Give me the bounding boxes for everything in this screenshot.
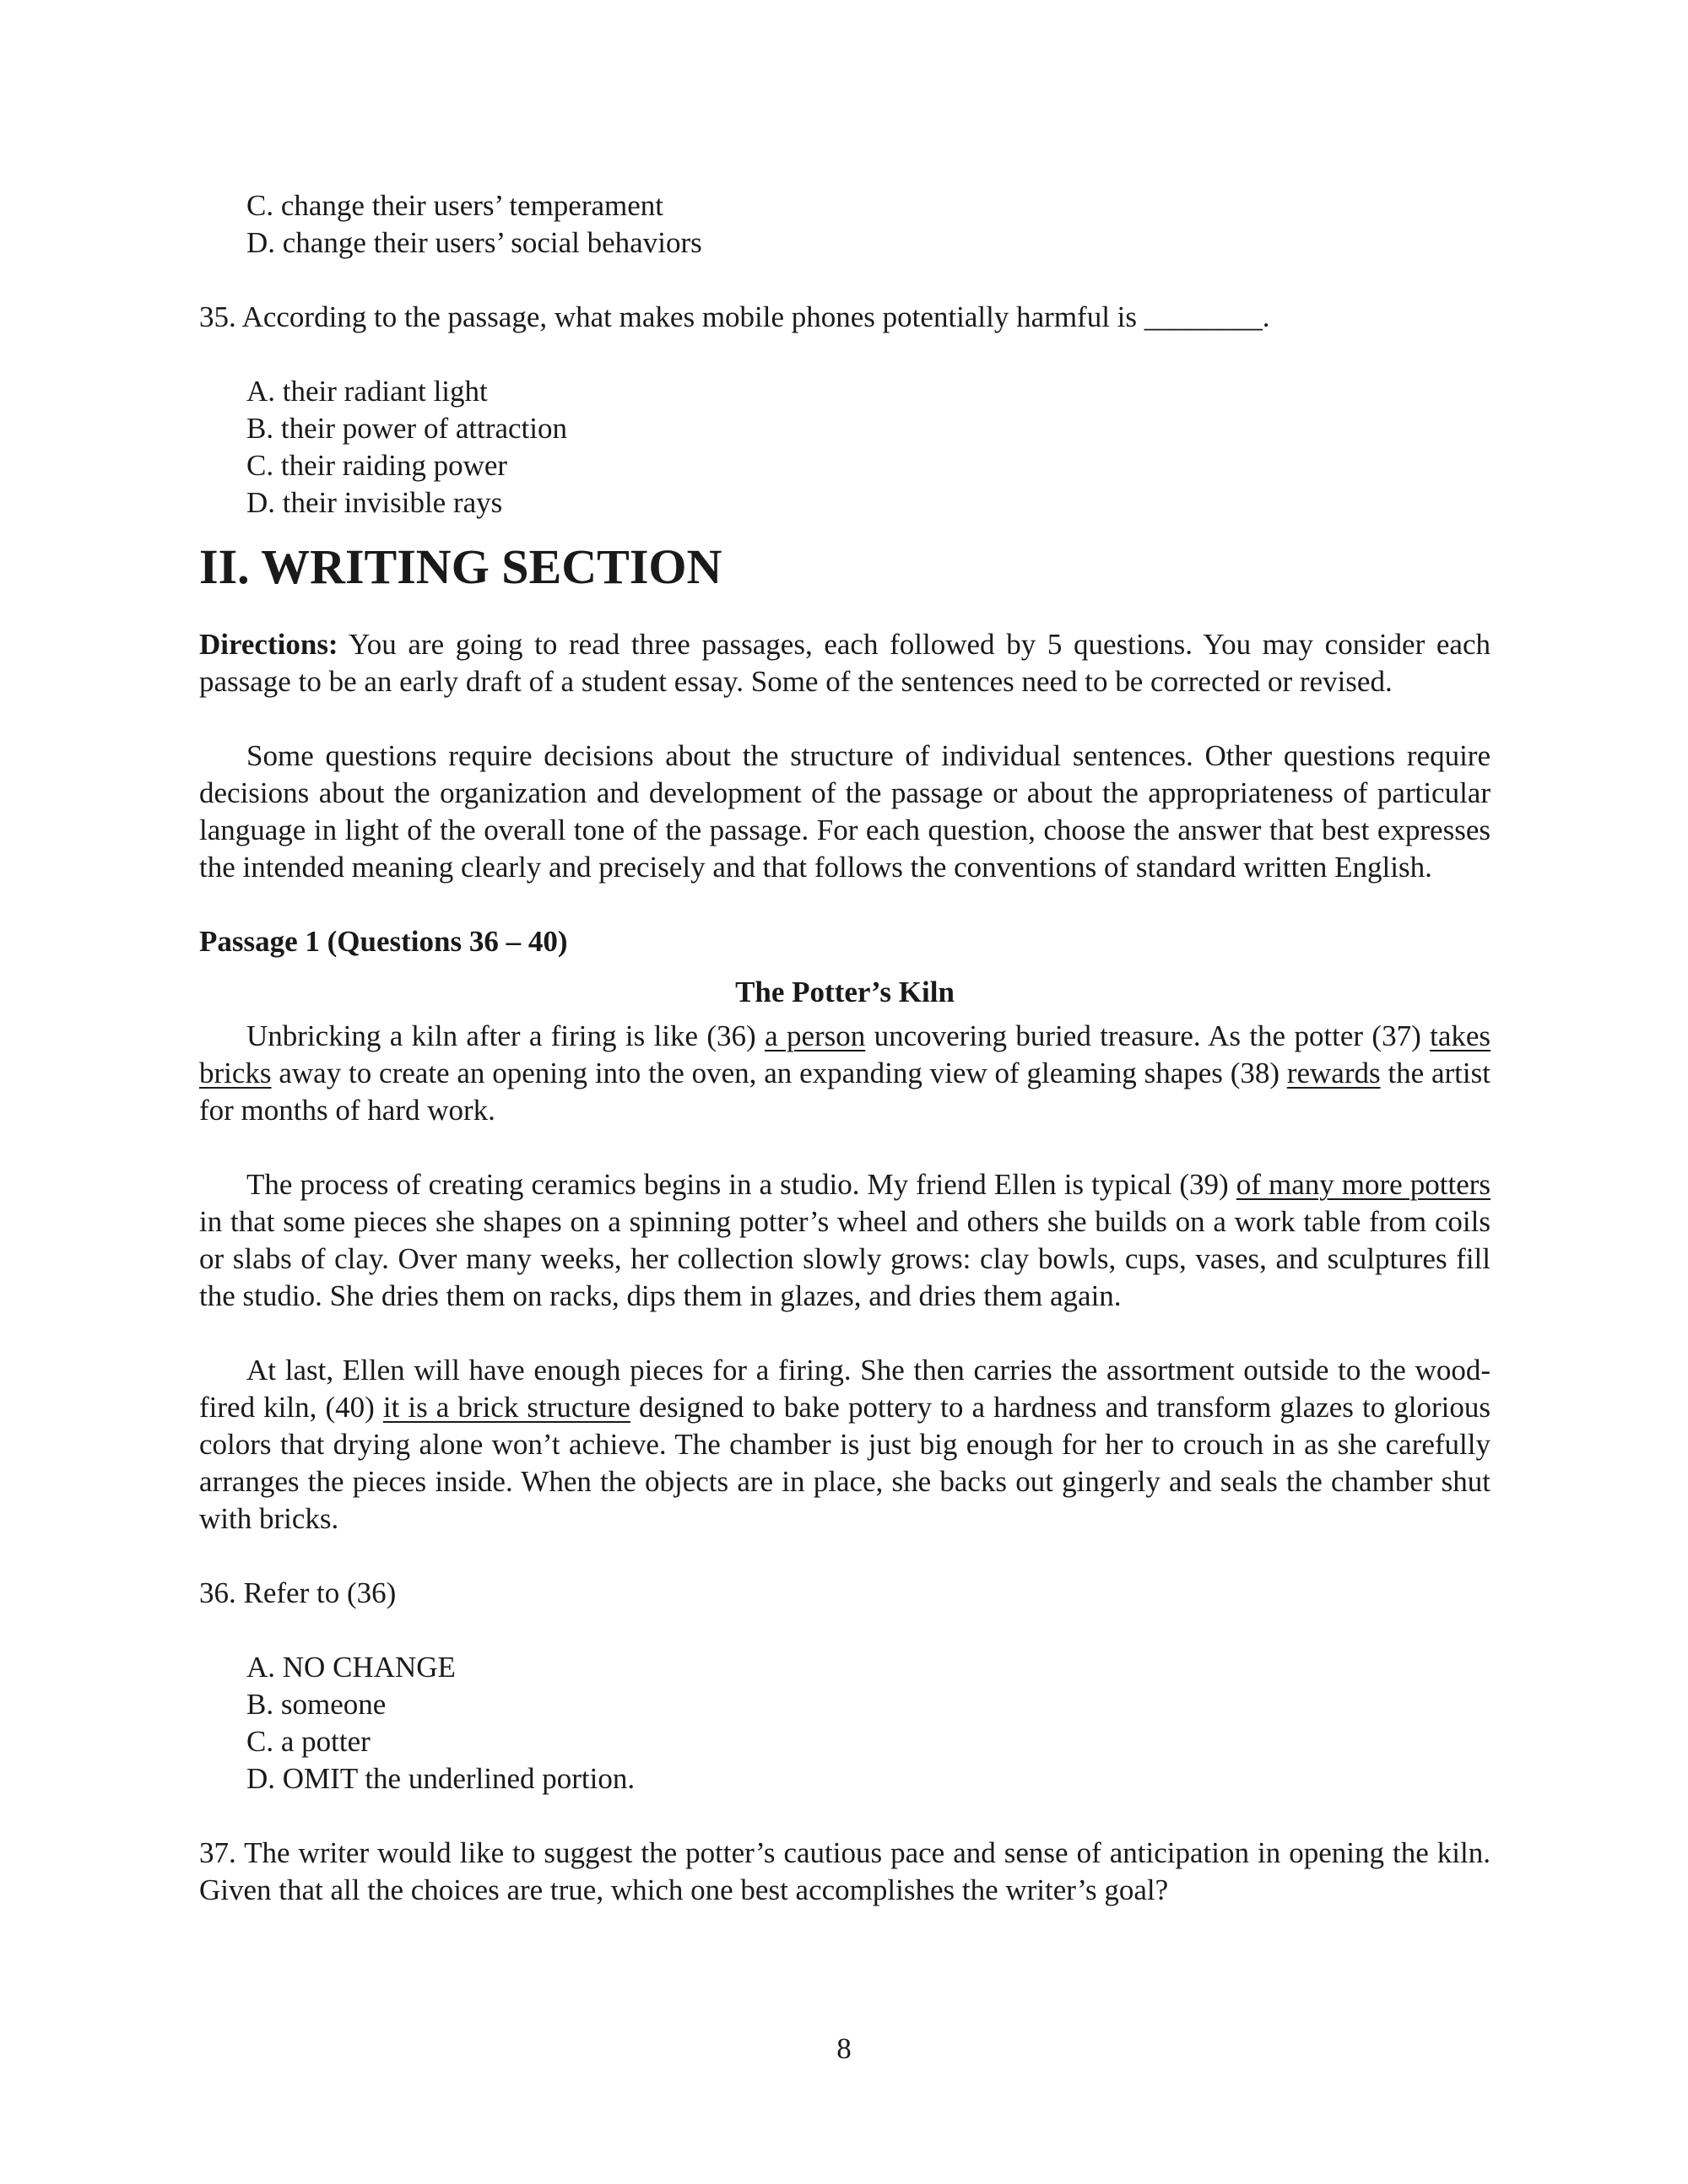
text-run: the artist for months of hard work. bbox=[199, 1057, 1491, 1127]
text-run: designed to bake pottery to a hardness and transform glazes to glorious colors that drying alone won’t achieve. The chamber is just big enough for her to crouch in as she carefully arranges the pieces inside. When the objects are in place, she backs out gingerly and seals the chamber shut with bricks. bbox=[199, 1391, 1491, 1535]
text-run: Unbricking a kiln after a firing is like (36) bbox=[246, 1019, 766, 1052]
text-run: The process of creating ceramics begins in a studio. My friend Ellen is typical (39) bbox=[246, 1168, 1236, 1201]
directions-label: Directions: bbox=[199, 628, 338, 661]
q34-option-d: D. change their users’ social behaviors bbox=[246, 226, 702, 259]
q35-option-b: B. their power of attraction bbox=[246, 412, 568, 445]
passage-paragraph-1 bbox=[199, 1018, 1491, 1129]
q34-option-c: C. change their users’ temperament bbox=[246, 189, 664, 222]
q35-option-c: C. their raiding power bbox=[246, 449, 508, 482]
q35-option-a: A. their radiant light bbox=[246, 375, 488, 408]
directions-text: You are going to read three passages, each followed by 5 questions. You may consider each passage to be an early draft of a student essay. Some of the sentences need to be corrected or revised. bbox=[199, 628, 1491, 698]
section-title: II. WRITING SECTION bbox=[199, 539, 722, 594]
q35-stem: 35. According to the passage, what makes mobile phones potentially harmful is ________. bbox=[199, 300, 1270, 333]
underlined-36: a person bbox=[765, 1019, 866, 1052]
text-run: away to create an opening into the oven, an expanding view of gleaming shapes (38) bbox=[271, 1057, 1287, 1089]
page-content bbox=[199, 187, 1491, 1909]
directions-paragraph-2: Some questions require decisions about the structure of individual sentences. Other questions require decisions about the organization and development of the passage or about the appropriateness of particular language in light of the overall tone of the passage. For each question, choose the answer that best expresses the intended meaning clearly and precisely and that follows the conventions of standard written English. bbox=[199, 739, 1491, 884]
q36-option-a: A. NO CHANGE bbox=[246, 1651, 456, 1684]
q37-stem: 37. The writer would like to suggest the potter’s cautious pace and sense of anticipation in opening the kiln. Given that all the choices are true, which one best accomplishes the writer’s goal? bbox=[199, 1836, 1491, 1906]
underlined-38: rewards bbox=[1286, 1057, 1381, 1089]
text-run: in that some pieces she shapes on a spinning potter’s wheel and others she builds on a work table from coils or slabs of clay. Over many weeks, her collection slowly grows: clay bowls, cups, vases, and sculptures fill the studio. She dries them on racks, dips them in glazes, and dries them again. bbox=[199, 1205, 1491, 1312]
passage-title: The Potter’s Kiln bbox=[735, 976, 955, 1008]
q35-options bbox=[199, 373, 1491, 522]
underlined-40: it is a brick structure bbox=[382, 1391, 630, 1424]
q34-options bbox=[199, 187, 1491, 262]
passage-paragraph-2 bbox=[199, 1166, 1491, 1315]
q36-option-c: C. a potter bbox=[246, 1725, 371, 1758]
q36-option-d: D. OMIT the underlined portion. bbox=[246, 1762, 636, 1795]
q36-option-b: B. someone bbox=[246, 1688, 387, 1721]
q35-option-d: D. their invisible rays bbox=[246, 486, 503, 519]
q36-stem: 36. Refer to (36) bbox=[199, 1576, 397, 1609]
passage-heading: Passage 1 (Questions 36 – 40) bbox=[199, 925, 568, 958]
passage-paragraph-3 bbox=[199, 1352, 1491, 1538]
text-run: uncovering buried treasure. As the potter (37) bbox=[865, 1019, 1431, 1052]
q36-options bbox=[199, 1649, 1491, 1797]
directions-paragraph bbox=[199, 626, 1491, 700]
page-number: 8 bbox=[836, 2032, 852, 2065]
underlined-37: takes bricks bbox=[199, 1019, 1491, 1089]
underlined-39: of many more potters bbox=[1236, 1168, 1491, 1201]
text-run: At last, Ellen will have enough pieces for a firing. She then carries the assortment outside to the wood-fired kiln, (40) bbox=[199, 1354, 1491, 1424]
